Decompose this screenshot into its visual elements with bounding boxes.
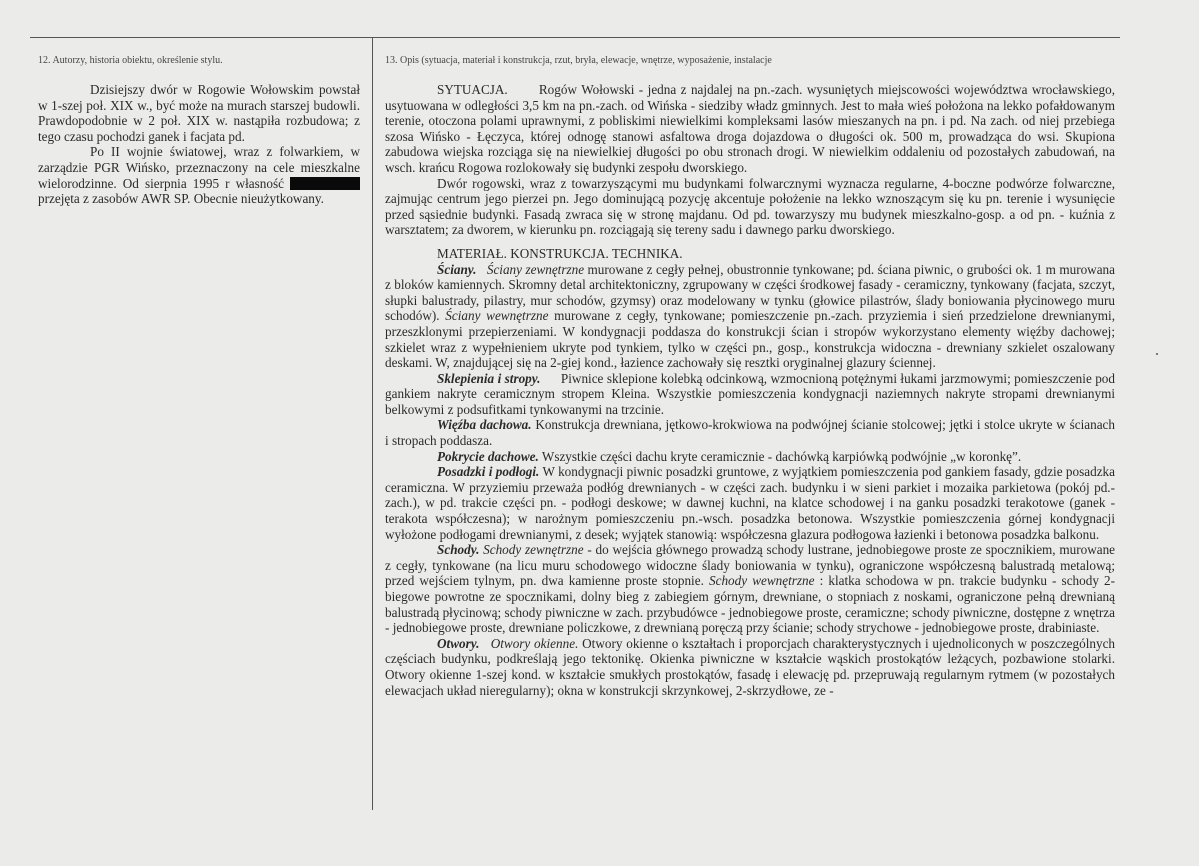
schody-wewnetrzne-text: : klatka schodowa w pn. trakcie budynku - schody 2-biegowe powrotne ze spocznikami, dolny bieg z zabiegiem górnym, drewniane, o stopniach z noskami, ograniczone pełną drewnianą balustradą płycinową; schody piwniczne w zach. przybudówce - jednobiegowe proste, ceramiczne; schody piwniczne, dostępne z wnętrza - jednobiegowe proste, drewniane policzkowe, z drewnianą poręczą przy ścianie; schody strychowe - jednobiegowe proste, drabiniaste.	[385, 573, 1116, 636]
history-paragraph-2-part-b: przejęta z zasobów AWR SP. Obecnie nieużytkowany.	[38, 191, 324, 207]
sklepienia-paragraph	[385, 371, 1115, 418]
redacted-owner-block	[290, 177, 360, 190]
sciany-zewnetrzne-label: Ściany zewnętrzne	[486, 261, 585, 277]
sklepienia-label: Sklepienia i stropy.	[437, 370, 541, 386]
sklepienia-text: Piwnice sklepione kolebką odcinkową, wzmocnioną potężnymi łukami jarzmowymi; pomieszczenie pod gankiem nakryte ceramicznym stropem Kleina. Wszystkie pomieszczenia kondygnacji naziemnych nakryte stropami drewnianymi belkowymi z podsufitkami tynkowanymi na trzcinie.	[385, 370, 1115, 417]
left-column-header: 12. Autorzy, historia obiektu, określenie stylu.	[38, 55, 223, 66]
sciany-paragraph	[385, 262, 1115, 371]
wiezba-label: Więźba dachowa.	[437, 417, 532, 433]
pokrycie-text: Wszystkie części dachu kryte ceramicznie - dachówką karpiówką podwójnie „w koronkę”.	[541, 448, 1022, 464]
stray-mark	[1156, 353, 1158, 355]
otwory-text: Otwory okienne o kształtach i proporcjach charakterystycznych i ujednoliconych w poszczególnych częściach budynku, podkreślają jego tektonikę. Okienka piwniczne w kształcie wąskich prostokątów leżących, pozbawione stolarki. Otwory okienne 1-szej kond. w kształcie smukłych prostokątów, fasadę i elewację pd. przepruwają regularnym rytmem (w pozostałych elewacjach układ nieregularny); okna w konstrukcji skrzynkowej, 2-skrzydłowe, ze -	[385, 635, 1116, 698]
wiezba-paragraph	[385, 417, 1115, 448]
history-paragraph-2	[38, 144, 360, 206]
sciany-zewnetrzne-text: murowane z cegły pełnej, obustronnie tynkowane; pd. ściana piwnic, o grubości ok. 1 m murowana z bloków kamiennych. Skromny detal architektoniczny, zgrupowany w części środkowej fasady - ceramiczny, tynkowany (facjata, szczyt, słupki balustrady, pilastry, mur schodów, gzymsy) oraz modelowany w tynku (głowice pilastrów, ślady boniowania płycinowego muru schodów).	[385, 261, 1116, 324]
schody-zewnetrzne-label: Schody zewnętrzne	[483, 542, 584, 558]
otwory-okienne-label: Otwory okienne.	[490, 635, 579, 651]
pokrycie-paragraph	[385, 449, 1115, 465]
sytuacja-title: SYTUACJA.	[437, 82, 508, 97]
pokrycie-label: Pokrycie dachowe.	[437, 448, 539, 464]
posadzki-label: Posadzki i podłogi.	[437, 464, 540, 480]
otwory-label: Otwory.	[437, 635, 480, 651]
sytuacja-paragraph-1	[385, 82, 1115, 176]
sciany-wewnetrzne-text: murowane z cegły, tynkowane; pomieszczenie pn.-zach. przyziemia i sień przedzielone drewnianymi, przeszklonymi przepierzeniami. W kondygnacji poddasza do konstrukcji ścian i stropów wykorzystano elementy więźby dachowej; szkielet wraz z wypełnieniem ukryte pod tynkiem, tylko w części pn., gosp., konstrukcja widoczna - drewniany szkielet oszalowany deskami. W, znajdującej się na 2-giej kond., łazience zachowały się resztki oryginalnej glazury ściennej.	[385, 308, 1116, 371]
sciany-wewnetrzne-label: Ściany wewnętrzne	[445, 308, 549, 324]
wiezba-text: Konstrukcja drewniana, jętkowo-krokwiowa na podwójnej ścianie stolcowej; jętki i stolce ukryte w ścianach i stropach poddasza.	[385, 417, 1116, 449]
schody-zewnetrzne-text: - do wejścia głównego prowadzą schody lustrane, jednobiegowe proste ze spocznikiem, murowane z cegły, tynkowane (na licu muru schodowego widoczne ślady boniowania w tynku), ograniczone współczesną balustradą metalową; przed wejściem tylnym, pn. dwa kamienne proste stopnie.	[385, 542, 1116, 589]
column-divider	[372, 38, 373, 810]
left-column	[38, 55, 360, 207]
sytuacja-paragraph-2: Dwór rogowski, wraz z towarzyszącymi mu budynkami folwarcznymi wyznacza regularne, 4-boczne podwórze folwarczne, zajmując centrum jego pierzei pn. Jego dominującą pozycję akcentuje położenie na lekko wznoszącym się ku pn. terenie i wysunięcie przed sąsiednie budynki. Fasadą zwraca się w stronę majdanu. Od pd. towarzyszy mu budynek mieszkalno-gosp. a od pn. - kuźnia z warsztatem; za dworem, w kierunku pn. rozciągają się tereny sadu i dawnego parku dworskiego.	[385, 175, 1115, 238]
schody-wewnetrzne-label: Schody wewnętrzne	[709, 573, 815, 589]
right-column-header: 13. Opis (sytuacja, materiał i konstrukcja, rzut, bryła, elewacje, wnętrze, wyposażenie, instalacje	[385, 55, 772, 66]
schody-label: Schody.	[437, 542, 480, 558]
posadzki-paragraph	[385, 464, 1115, 542]
posadzki-text: W kondygnacji piwnic posadzki gruntowe, z wyjątkiem pomieszczenia pod gankiem fasady, gdzie posadzka ceramiczna. W przyziemiu przeważa podłóg drewnianych - w części zach. budynku i w sieni parkiet i mozaika parkietowa (pokój pd.-zach.), w pd. trakcie części pn. - podłogi deskowe; w dawnej kuchni, na klatce schodowej i na ganku posadzki terakotowe (ganek - terakota współczesna); w narożnym pomieszczeniu pn.-wsch. posadzka betonowa. Wszystkie pomieszczenia górnej kondygnacji wyłożone podłogami drewnianymi, z desek; wyjątek stanowią: współczesna glazura podłogowa łazienki i betonowa posadzka balkonu.	[385, 464, 1115, 542]
sytuacja-text-1: Rogów Wołowski - jedna z najdalej na pn.-zach. wysuniętych miejscowości województwa wrocławskiego, usytuowana w odległości 3,5 km na pn.-zach. od Wińska - siedziby władz gminnych. Jest to mała wieś położona na lekko pofałdowanym terenie, otoczona polami uprawnymi, z pobliskimi niewielkimi kompleksami lasów mieszanych na pn. i pd. Na zach. od niej przebiega szosa Wińsko - Łęczyca, której odnogę stanowi asfaltowa droga dojazdowa o długości ok. 500 m, prowadząca do wsi. Skupiona zabudowa wiejska rozciąga się na niewielkiej długości po obu stronach drogi. W niewielkim oddaleniu od pozostałych zabudowań, na wsch. krańcu Rogowa rozlokowały się budynki zespołu dworskiego.	[385, 82, 1116, 175]
top-rule	[30, 37, 1120, 38]
schody-paragraph	[385, 542, 1115, 636]
material-section-title: MATERIAŁ. KONSTRUKCJA. TECHNIKA.	[437, 245, 683, 261]
history-paragraph-1: Dzisiejszy dwór w Rogowie Wołowskim powstał w 1-szej poł. XIX w., być może na murach starszej budowli. Prawdopodobnie w 2 poł. XIX w. nastąpiła rozbudowa; z tego czasu pochodzi ganek i facjata pd.	[38, 82, 360, 144]
history-paragraph-2-part-a: Po II wojnie światowej, wraz z folwarkiem, w zarządzie PGR Wińsko, przeznaczony na cele mieszkalne wielorodzinne. Od sierpnia 1995 r własność	[38, 144, 360, 191]
sciany-label: Ściany.	[437, 261, 477, 277]
right-column	[385, 55, 1115, 698]
otwory-paragraph	[385, 636, 1115, 698]
